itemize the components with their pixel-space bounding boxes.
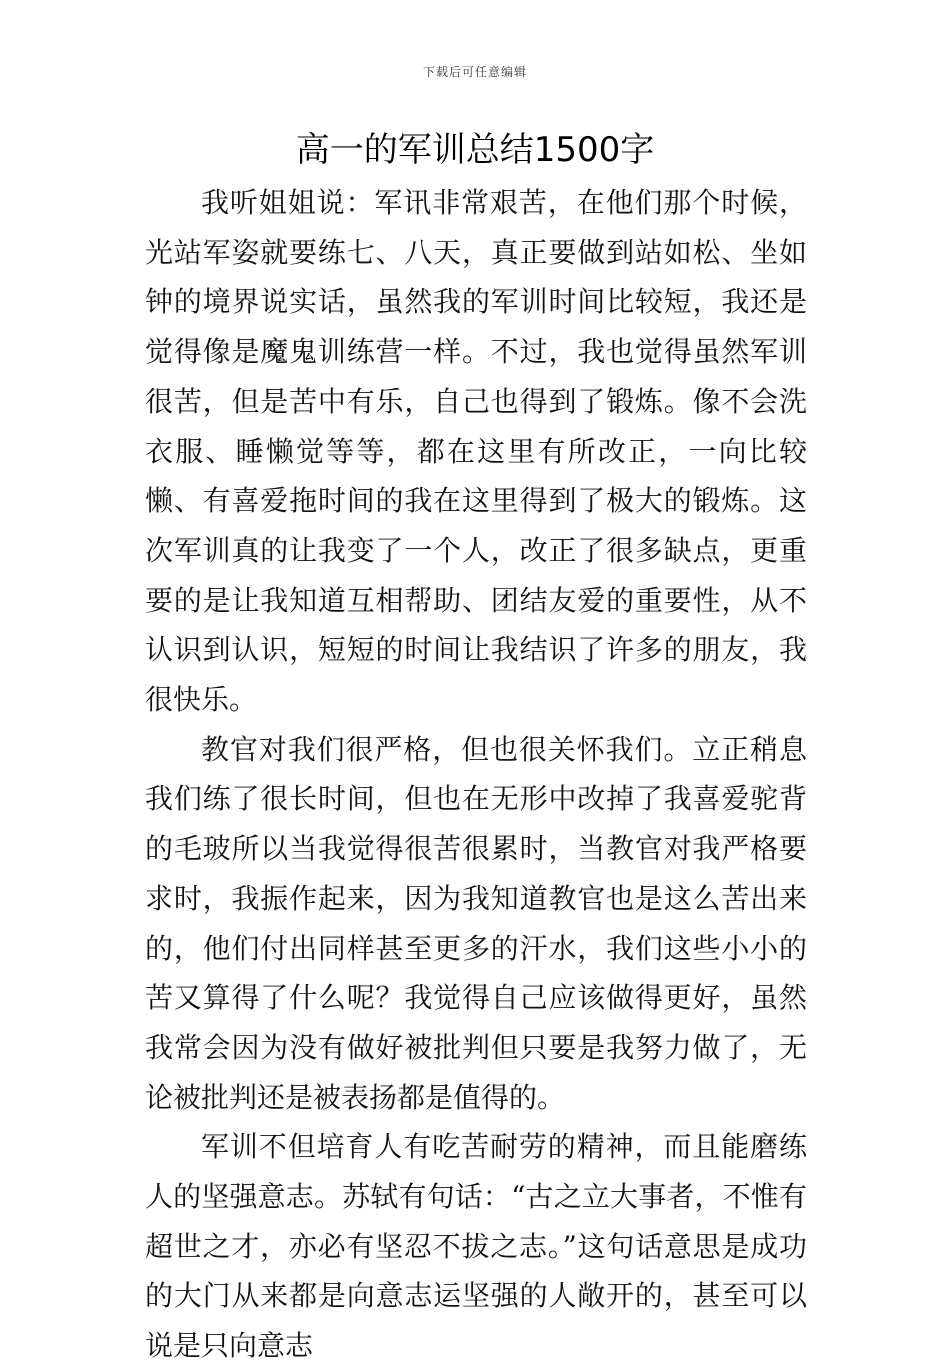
paragraph-2: 教官对我们很严格，但也很关怀我们。立正稍息我们练了很长时间，但也在无形中改掉了我喜爱驼背的毛玻所以当我觉得很苦很累时，当教官对我严格要求时，我振作起来，因为我知道教官也是这么苦出来的，他们付出同样甚至更多的汗水，我们这些小小的苦又算得了什么呢？我觉得自己应该做得更好，虽然我常会因为没有做好被批判但只要是我努力做了，无论被批判还是被表扬都是值得的。 [145, 732, 807, 1114]
paragraph-1: 我听姐姐说：军讯非常艰苦，在他们那个时候，光站军姿就要练七、八天，真正要做到站如松、坐如钟的境界说实话，虽然我的军训时间比较短，我还是觉得像是魔鬼训练营一样。不过，我也觉得虽然军训很苦，但是苦中有乐，自己也得到了锻炼。像不会洗衣服、睡懒觉等等，都在这里有所改正，一向比较懒、有喜爱拖时间的我在这里得到了极大的锻炼。这次军训真的让我变了一个人，改正了很多缺点，更重要的是让我知道互相帮助、团结友爱的重要性，从不认识到认识，短短的时间让我结识了许多的朋友，我很快乐。 [145, 186, 807, 717]
document-body [145, 178, 807, 1371]
header-note: 下载后可任意编辑 [422, 65, 527, 79]
paragraph-3: 军训不但培育人有吃苦耐劳的精神，而且能磨练人的坚强意志。苏轼有句话：“古之立大事者，不惟有超世之才，亦必有坚忍不拔之志。”这句话意思是成功的大门从来都是向意志运坚强的人敞开的，甚至可以说是只向意志 [145, 1130, 807, 1363]
document-title: 高一的军训总结1500字 [295, 130, 655, 170]
